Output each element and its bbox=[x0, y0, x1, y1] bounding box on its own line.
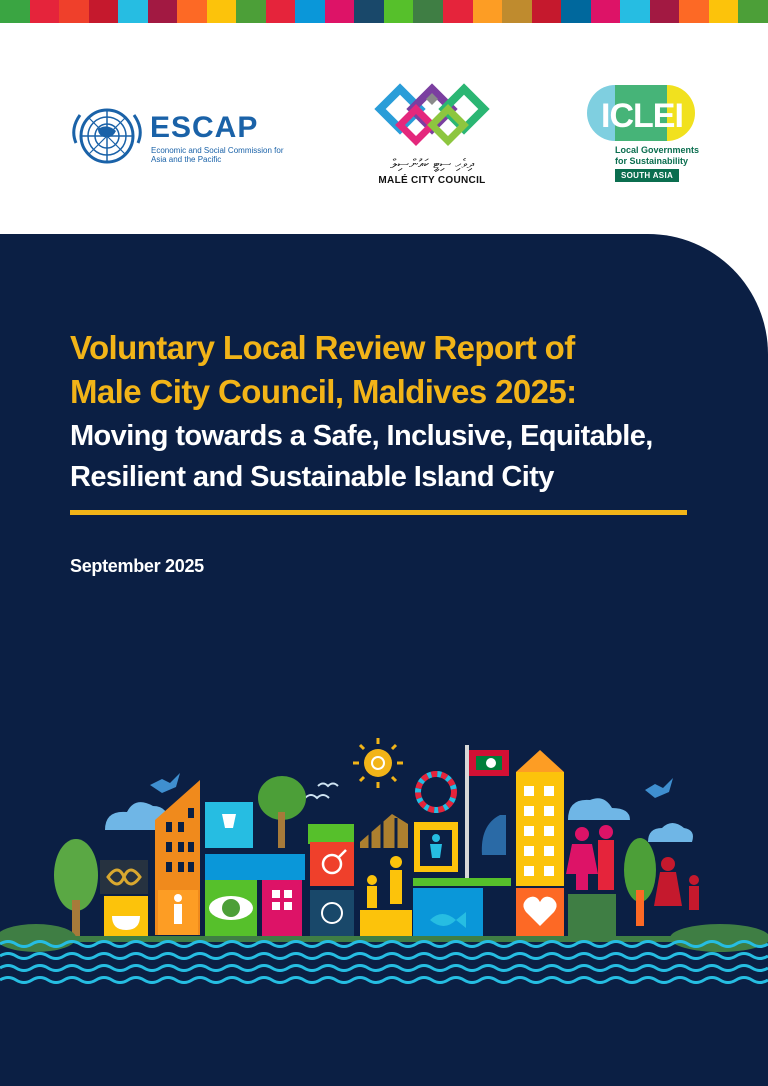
title-line-2: Male City Council, Maldives 2025: bbox=[70, 373, 577, 410]
bird-icon bbox=[645, 778, 673, 798]
sdg-strip-segment bbox=[177, 0, 207, 23]
city-illustration bbox=[0, 730, 768, 990]
publication-date: September 2025 bbox=[70, 556, 204, 576]
sdg-strip-segment bbox=[738, 0, 768, 23]
tree-icon bbox=[258, 776, 306, 848]
iclei-subtitle-line1: Local Governments bbox=[615, 145, 700, 155]
sdg-strip-segment bbox=[118, 0, 148, 23]
sdg-strip-segment bbox=[236, 0, 266, 23]
male-council-emblem-icon bbox=[370, 83, 494, 157]
sdg-strip-segment bbox=[59, 0, 89, 23]
bird-icon bbox=[305, 795, 329, 798]
iclei-subtitle bbox=[615, 145, 699, 167]
sdg-strip-segment bbox=[354, 0, 384, 23]
sdg-strip-segment bbox=[709, 0, 739, 23]
iclei-subtitle-line2: for Sustainability bbox=[615, 156, 689, 166]
iclei-wordmark: ICLEI bbox=[601, 97, 683, 135]
eye-globe-icon bbox=[209, 896, 253, 920]
sdg-strip-segment bbox=[266, 0, 296, 23]
sdg-strip-segment bbox=[325, 0, 355, 23]
cloud-icon bbox=[482, 815, 506, 855]
title-line-1: Voluntary Local Review Report of bbox=[70, 329, 575, 366]
family-icon bbox=[654, 857, 699, 910]
subtitle-line-2: Resilient and Sustainable Island City bbox=[70, 461, 554, 493]
sdg-strip-segment bbox=[650, 0, 680, 23]
sdg-strip-segment bbox=[502, 0, 532, 23]
sdg-strip-segment bbox=[532, 0, 562, 23]
cloud-icon bbox=[648, 823, 693, 842]
iclei-region-badge: SOUTH ASIA bbox=[615, 169, 679, 182]
tree-icon bbox=[54, 839, 98, 938]
family-icon bbox=[367, 856, 402, 908]
sdg-strip-segment bbox=[473, 0, 503, 23]
sdg-strip-segment bbox=[620, 0, 650, 23]
escap-subtitle: Economic and Social Commission for Asia and the Pacific bbox=[151, 146, 284, 164]
partner-logos bbox=[0, 23, 768, 238]
male-council-name: MALÉ CITY COUNCIL bbox=[378, 175, 486, 186]
bird-icon bbox=[150, 773, 180, 793]
sdg-strip-segment bbox=[679, 0, 709, 23]
sdg-strip-segment bbox=[295, 0, 325, 23]
sdg-wheel-icon bbox=[418, 774, 454, 810]
escap-wordmark: ESCAP bbox=[150, 111, 259, 144]
sdg-strip-segment bbox=[207, 0, 237, 23]
sdg-strip-segment bbox=[89, 0, 119, 23]
sdg-color-strip bbox=[0, 0, 768, 23]
sdg-strip-segment bbox=[443, 0, 473, 23]
sdg-strip-segment bbox=[591, 0, 621, 23]
infinity-icon bbox=[100, 860, 148, 894]
un-emblem-icon bbox=[68, 103, 146, 169]
subtitle-line-1: Moving towards a Safe, Inclusive, Equitable, bbox=[70, 420, 653, 452]
tree-icon bbox=[624, 838, 656, 926]
bird-icon bbox=[318, 784, 338, 787]
sdg-strip-segment bbox=[30, 0, 60, 23]
male-dhivehi-script: ދިވެހި ސިޓީ ކައުންސިލް bbox=[390, 157, 474, 172]
sdg-strip-segment bbox=[561, 0, 591, 23]
sdg-strip-segment bbox=[413, 0, 443, 23]
sun-icon bbox=[353, 738, 403, 788]
sdg-strip-segment bbox=[0, 0, 30, 23]
water-waves-icon bbox=[0, 942, 768, 983]
iclei-logo bbox=[585, 83, 715, 193]
male-city-council-logo bbox=[370, 83, 494, 191]
family-icon bbox=[566, 825, 614, 890]
sdg-strip-segment bbox=[384, 0, 414, 23]
sdg-strip-segment bbox=[148, 0, 178, 23]
escap-logo bbox=[68, 103, 288, 173]
cloud-icon bbox=[568, 798, 630, 820]
title-underline bbox=[70, 510, 687, 515]
report-title bbox=[70, 326, 710, 498]
